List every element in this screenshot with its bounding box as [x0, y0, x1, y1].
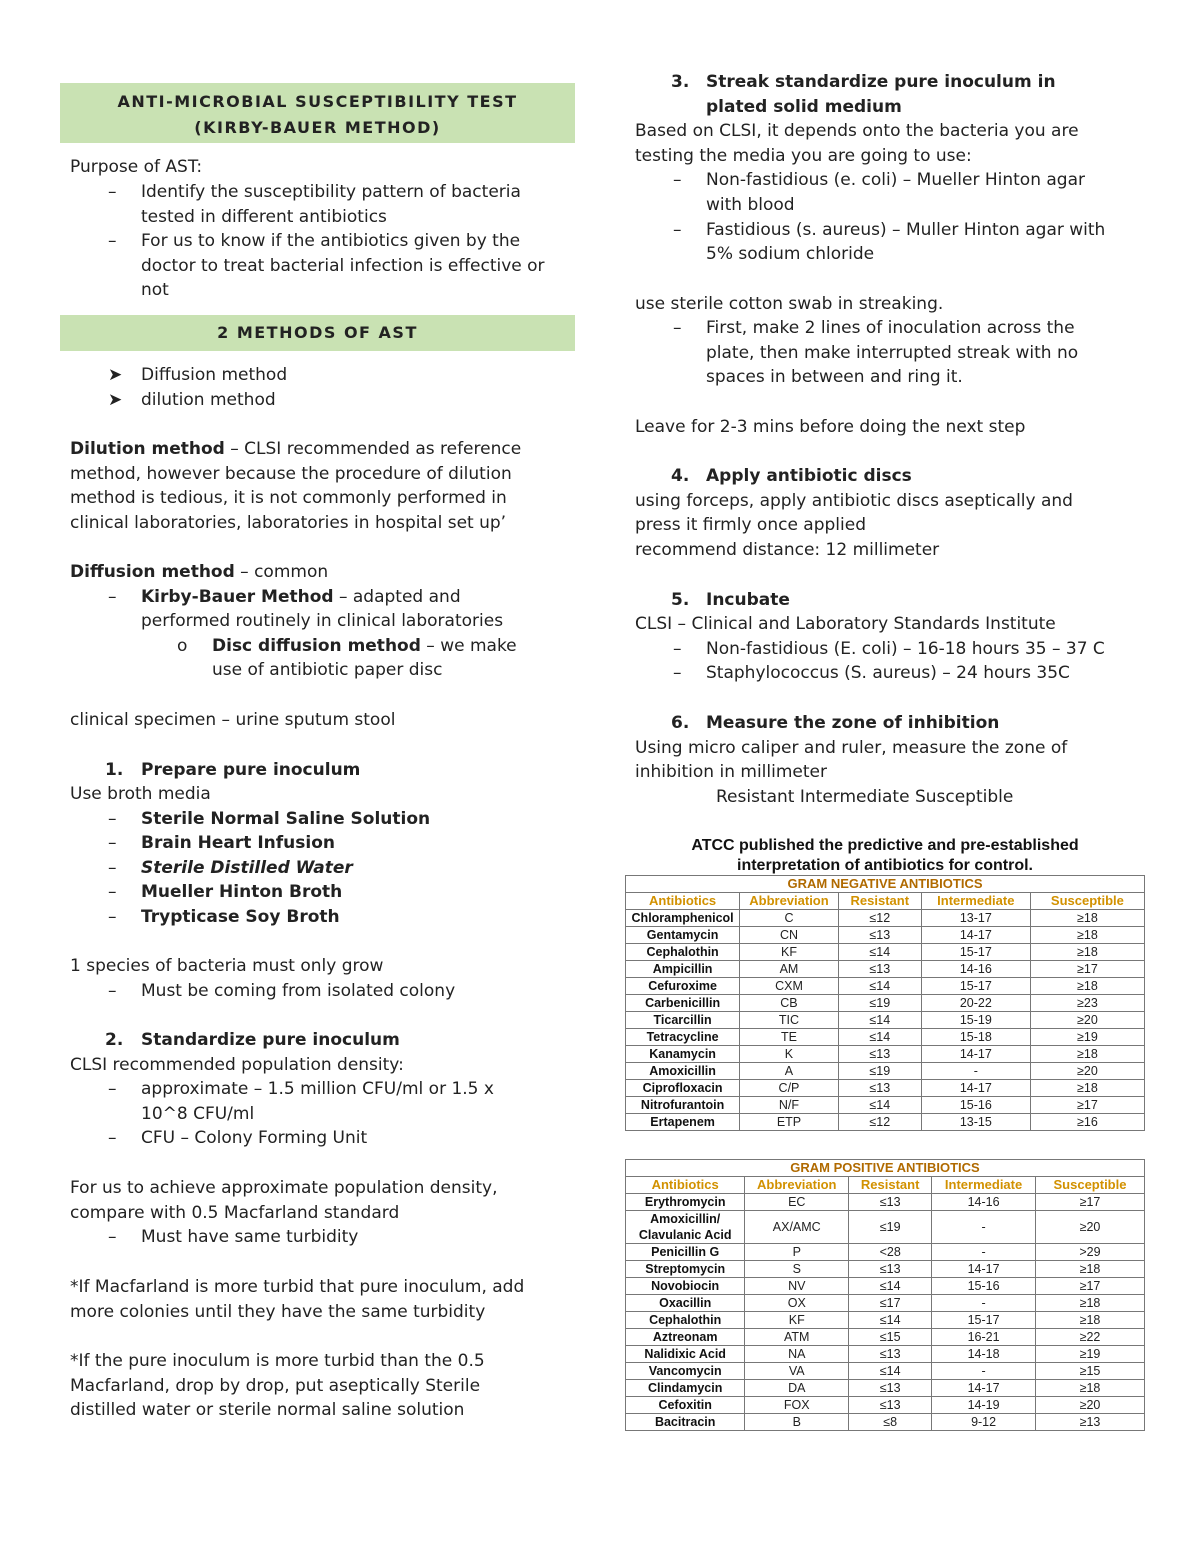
antibiotic-name: Ciprofloxacin — [626, 1080, 740, 1097]
step3-title: plated solid medium — [706, 96, 902, 117]
title-banner — [60, 83, 575, 143]
intermediate-value: 15-16 — [921, 1097, 1030, 1114]
resistant-value: ≤17 — [849, 1295, 932, 1312]
achieve-item: Must have same turbidity — [141, 1227, 359, 1248]
table-row — [626, 1097, 1145, 1114]
step3-item: with blood — [706, 195, 795, 215]
table-row — [626, 961, 1145, 978]
gram-positive-table — [625, 1159, 1145, 1431]
susceptible-value: ≥18 — [1030, 927, 1144, 944]
antibiotic-name: Carbenicillin — [626, 995, 740, 1012]
step3-line: testing the media you are going to use: — [635, 145, 972, 166]
intermediate-value: 14-17 — [921, 1080, 1030, 1097]
diffusion-paragraph — [70, 560, 328, 585]
table-row — [626, 1380, 1145, 1397]
table-row — [626, 910, 1145, 927]
note2-line: *If the pure inoculum is more turbid than the 0.5 — [70, 1351, 485, 1371]
methods-title: 2 METHODS OF AST — [217, 323, 418, 342]
dash-bullet: – — [108, 586, 117, 607]
intermediate-value: - — [932, 1295, 1036, 1312]
table-row — [626, 927, 1145, 944]
resistant-value: ≤13 — [838, 961, 921, 978]
susceptible-value: ≥18 — [1035, 1261, 1144, 1278]
disc-diffusion-item — [212, 634, 517, 659]
table-row — [626, 1363, 1145, 1380]
abbreviation: K — [740, 1046, 839, 1063]
atcc-title — [625, 836, 1145, 876]
dilution-term: Dilution method — [70, 439, 225, 459]
susceptible-value: ≥17 — [1030, 961, 1144, 978]
step4-title: Apply antibiotic discs — [706, 466, 912, 486]
zone-scale: Resistant Intermediate Susceptible — [716, 786, 1014, 807]
purpose-item: doctor to treat bacterial infection is effective or — [141, 255, 545, 276]
column-header: Abbreviation — [745, 1177, 849, 1194]
step4-number: 4. — [671, 466, 690, 486]
susceptible-value: ≥18 — [1030, 944, 1144, 961]
intermediate-value: 14-17 — [932, 1261, 1036, 1278]
intermediate-value: - — [932, 1211, 1036, 1244]
intermediate-value: 13-15 — [921, 1114, 1030, 1131]
dash-bullet: – — [673, 170, 682, 191]
susceptible-value: ≥18 — [1030, 1046, 1144, 1063]
disc-diffusion-term: Disc diffusion method — [212, 635, 421, 656]
resistant-value: ≤14 — [838, 944, 921, 961]
intermediate-value: - — [921, 1063, 1030, 1080]
dash-bullet: – — [108, 1079, 117, 1100]
antibiotic-name: Amoxicillin — [626, 1063, 740, 1080]
table-row — [626, 1278, 1145, 1295]
table-row — [626, 1414, 1145, 1431]
table-row — [626, 1329, 1145, 1346]
dash-bullet: – — [108, 1128, 117, 1149]
dilution-text: – CLSI recommended as reference — [224, 439, 522, 459]
susceptible-value: ≥17 — [1030, 1097, 1144, 1114]
column-header: Susceptible — [1030, 893, 1144, 910]
abbreviation: NA — [745, 1346, 849, 1363]
table-row — [626, 944, 1145, 961]
achieve-line: compare with 0.5 Macfarland standard — [70, 1202, 400, 1223]
abbreviation: ETP — [740, 1114, 839, 1131]
intermediate-value: 14-18 — [932, 1346, 1036, 1363]
intermediate-value: 15-17 — [932, 1312, 1036, 1329]
dilution-line: method, however because the procedure of dilution — [70, 463, 512, 484]
susceptible-value: ≥20 — [1035, 1211, 1144, 1244]
table-row — [626, 1114, 1145, 1131]
table-row — [626, 1261, 1145, 1278]
intermediate-value: 16-21 — [932, 1329, 1036, 1346]
step5-line: CLSI – Clinical and Laboratory Standards Institute — [635, 614, 1056, 634]
intermediate-value: 20-22 — [921, 995, 1030, 1012]
intermediate-value: 15-17 — [921, 978, 1030, 995]
column-header: Resistant — [849, 1177, 932, 1194]
column-header: Susceptible — [1035, 1177, 1144, 1194]
arrow-bullet-icon: ➤ — [108, 365, 123, 385]
step3-line: Based on CLSI, it depends onto the bacteria you are — [635, 121, 1079, 142]
dash-bullet: – — [673, 318, 682, 339]
table-row — [626, 1211, 1145, 1244]
antibiotic-name: Cefuroxime — [626, 978, 740, 995]
intermediate-value: - — [932, 1363, 1036, 1380]
leave-line: Leave for 2-3 mins before doing the next step — [635, 417, 1026, 437]
step1-number: 1. — [105, 759, 124, 780]
step2-sub: CLSI recommended population density: — [70, 1054, 404, 1075]
abbreviation: OX — [745, 1295, 849, 1312]
purpose-label: Purpose of AST: — [70, 157, 203, 177]
resistant-value: ≤14 — [849, 1278, 932, 1295]
step2-item: 10^8 CFU/ml — [141, 1103, 255, 1124]
broth-item: Trypticase Soy Broth — [141, 907, 340, 927]
abbreviation: NV — [745, 1278, 849, 1295]
dilution-line: clinical laboratories, laboratories in hospital set up’ — [70, 512, 507, 533]
gram-positive-body — [626, 1194, 1145, 1431]
dash-bullet: – — [673, 663, 682, 684]
resistant-value: ≤13 — [838, 1046, 921, 1063]
antibiotic-name: Kanamycin — [626, 1046, 740, 1063]
abbreviation: P — [745, 1244, 849, 1261]
antibiotic-name: Nitrofurantoin — [626, 1097, 740, 1114]
abbreviation: KF — [745, 1312, 849, 1329]
title-line-2: (KIRBY-BAUER METHOD) — [194, 118, 441, 137]
dash-bullet: – — [108, 231, 117, 252]
title-line-1: ANTI-MICROBIAL SUSCEPTIBILITY TEST — [117, 92, 518, 111]
arrow-bullet-icon: ➤ — [108, 389, 123, 410]
species-item: Must be coming from isolated colony — [141, 981, 456, 1001]
broth-item: Mueller Hinton Broth — [141, 882, 343, 903]
antibiotic-name: Aztreonam — [626, 1329, 745, 1346]
step2-item: approximate – 1.5 million CFU/ml or 1.5 x — [141, 1079, 494, 1100]
antibiotic-name: Erythromycin — [626, 1194, 745, 1211]
antibiotic-name: Ampicillin — [626, 961, 740, 978]
table-row — [626, 1194, 1145, 1211]
intermediate-value: 9-12 — [932, 1414, 1036, 1431]
abbreviation: TIC — [740, 1012, 839, 1029]
dilution-line: method is tedious, it is not commonly performed in — [70, 488, 507, 509]
susceptible-value: ≥18 — [1035, 1312, 1144, 1329]
abbreviation: A — [740, 1063, 839, 1080]
kirby-bauer-line: performed routinely in clinical laboratories — [141, 611, 504, 632]
achieve-line: For us to achieve approximate population density, — [70, 1178, 498, 1198]
broth-item: Brain Heart Infusion — [141, 833, 335, 854]
gram-negative-header-row — [626, 893, 1145, 910]
gram-negative-caption: GRAM NEGATIVE ANTIBIOTICS — [626, 876, 1145, 893]
susceptible-value: ≥19 — [1030, 1029, 1144, 1046]
susceptible-value: ≥18 — [1030, 910, 1144, 927]
diffusion-term: Diffusion method — [70, 562, 235, 582]
note1-line: *If Macfarland is more turbid that pure inoculum, add — [70, 1277, 525, 1297]
column-header: Abbreviation — [740, 893, 839, 910]
resistant-value: ≤12 — [838, 910, 921, 927]
susceptible-value: ≥16 — [1030, 1114, 1144, 1131]
susceptible-value: ≥15 — [1035, 1363, 1144, 1380]
methods-banner — [60, 315, 575, 351]
abbreviation: TE — [740, 1029, 839, 1046]
susceptible-value: ≥17 — [1035, 1194, 1144, 1211]
table-row — [626, 1046, 1145, 1063]
step3-item: 5% sodium chloride — [706, 244, 875, 265]
susceptible-value: ≥19 — [1035, 1346, 1144, 1363]
column-header: Antibiotics — [626, 1177, 745, 1194]
gram-positive-caption: GRAM POSITIVE ANTIBIOTICS — [626, 1160, 1145, 1177]
susceptible-value: ≥22 — [1035, 1329, 1144, 1346]
intermediate-value: - — [932, 1244, 1036, 1261]
susceptible-value: ≥18 — [1030, 1080, 1144, 1097]
purpose-item: For us to know if the antibiotics given by the — [141, 231, 521, 252]
disc-diffusion-line: use of antibiotic paper disc — [212, 660, 443, 681]
intermediate-value: 15-17 — [921, 944, 1030, 961]
table-row — [626, 1080, 1145, 1097]
intermediate-value: 15-18 — [921, 1029, 1030, 1046]
resistant-value: ≤14 — [838, 1029, 921, 1046]
susceptible-value: ≥18 — [1035, 1380, 1144, 1397]
dash-bullet: – — [108, 808, 117, 829]
dilution-paragraph — [70, 437, 521, 462]
intermediate-value: 13-17 — [921, 910, 1030, 927]
intermediate-value: 14-16 — [921, 961, 1030, 978]
table-row — [626, 1029, 1145, 1046]
step4-line: recommend distance: 12 millimeter — [635, 539, 940, 560]
method-item: dilution method — [141, 389, 276, 410]
dash-bullet: – — [673, 219, 682, 240]
swab-item: spaces in between and ring it. — [706, 367, 963, 388]
abbreviation: B — [745, 1414, 849, 1431]
table-row — [626, 1295, 1145, 1312]
susceptible-value: >29 — [1035, 1244, 1144, 1261]
antibiotic-name: Cephalothin — [626, 944, 740, 961]
gram-negative-body — [626, 910, 1145, 1131]
purpose-item: Identify the susceptibility pattern of bacteria — [141, 182, 521, 202]
resistant-value: ≤14 — [849, 1312, 932, 1329]
susceptible-value: ≥20 — [1035, 1397, 1144, 1414]
antibiotic-name: Bacitracin — [626, 1414, 745, 1431]
susceptible-value: ≥20 — [1030, 1012, 1144, 1029]
column-header: Intermediate — [921, 893, 1030, 910]
abbreviation: CB — [740, 995, 839, 1012]
column-header: Intermediate — [932, 1177, 1036, 1194]
abbreviation: C/P — [740, 1080, 839, 1097]
broth-item: Sterile Normal Saline Solution — [141, 808, 431, 829]
intermediate-value: 14-19 — [932, 1397, 1036, 1414]
susceptible-value: ≥13 — [1035, 1414, 1144, 1431]
abbreviation: KF — [740, 944, 839, 961]
note2-line: Macfarland, drop by drop, put aseptically Sterile — [70, 1375, 481, 1396]
dash-bullet: – — [108, 882, 117, 903]
table-row — [626, 1346, 1145, 1363]
dash-bullet: – — [108, 182, 117, 202]
step2-number: 2. — [105, 1030, 124, 1050]
kirby-bauer-item — [141, 585, 461, 610]
step6-title: Measure the zone of inhibition — [706, 713, 1000, 733]
intermediate-value: 14-17 — [921, 1046, 1030, 1063]
antibiotic-name: Oxacillin — [626, 1295, 745, 1312]
intermediate-value: 14-17 — [921, 927, 1030, 944]
gram-positive-header-row — [626, 1177, 1145, 1194]
resistant-value: ≤13 — [849, 1346, 932, 1363]
step2-item: CFU – Colony Forming Unit — [141, 1128, 368, 1149]
table-row — [626, 995, 1145, 1012]
intermediate-value: 14-17 — [932, 1380, 1036, 1397]
resistant-value: ≤19 — [849, 1211, 932, 1244]
susceptible-value: ≥18 — [1035, 1295, 1144, 1312]
step6-line: inhibition in millimeter — [635, 762, 827, 783]
antibiotic-name: Streptomycin — [626, 1261, 745, 1278]
step4-line: press it firmly once applied — [635, 515, 867, 536]
resistant-value: ≤13 — [838, 927, 921, 944]
step5-item: Non-fastidious (E. coli) – 16-18 hours 35 – 37 C — [706, 638, 1105, 659]
table-row — [626, 1063, 1145, 1080]
dash-bullet: – — [108, 907, 117, 927]
specimen-line: clinical specimen – urine sputum stool — [70, 710, 396, 730]
step6-line: Using micro caliper and ruler, measure the zone of — [635, 737, 1068, 758]
dash-bullet: – — [108, 981, 117, 1001]
table-row — [626, 1012, 1145, 1029]
method-item: Diffusion method — [141, 365, 288, 385]
antibiotic-name: Chloramphenicol — [626, 910, 740, 927]
antibiotic-name: Gentamycin — [626, 927, 740, 944]
step2-title: Standardize pure inoculum — [141, 1030, 400, 1050]
susceptible-value: ≥18 — [1030, 978, 1144, 995]
dash-bullet: – — [108, 1227, 117, 1248]
gram-negative-table — [625, 875, 1145, 1131]
susceptible-value: ≥23 — [1030, 995, 1144, 1012]
abbreviation: AM — [740, 961, 839, 978]
resistant-value: ≤13 — [849, 1380, 932, 1397]
antibiotic-name: Novobiocin — [626, 1278, 745, 1295]
resistant-value: ≤14 — [838, 978, 921, 995]
step5-number: 5. — [671, 589, 690, 610]
step1-sub: Use broth media — [70, 784, 211, 804]
abbreviation: CN — [740, 927, 839, 944]
swab-line: use sterile cotton swab in streaking. — [635, 293, 944, 314]
abbreviation: AX/AMC — [745, 1211, 849, 1244]
step5-item: Staphylococcus (S. aureus) – 24 hours 35C — [706, 663, 1070, 684]
intermediate-value: 15-16 — [932, 1278, 1036, 1295]
diffusion-text: – common — [234, 562, 329, 582]
antibiotic-name: Amoxicillin/ Clavulanic Acid — [626, 1211, 745, 1244]
antibiotic-name: Ertapenem — [626, 1114, 740, 1131]
antibiotic-name: Clindamycin — [626, 1380, 745, 1397]
species-line: 1 species of bacteria must only grow — [70, 956, 384, 976]
step6-number: 6. — [671, 713, 690, 733]
antibiotic-name: Cephalothin — [626, 1312, 745, 1329]
antibiotic-name: Ticarcillin — [626, 1012, 740, 1029]
resistant-value: ≤14 — [849, 1363, 932, 1380]
resistant-value: ≤14 — [838, 1097, 921, 1114]
dash-bullet: – — [108, 833, 117, 854]
table-row — [626, 978, 1145, 995]
step3-item: Non-fastidious (e. coli) – Mueller Hinton agar — [706, 170, 1085, 191]
step3-title: Streak standardize pure inoculum in — [706, 72, 1056, 92]
abbreviation: C — [740, 910, 839, 927]
atcc-title-line: ATCC published the predictive and pre-established — [691, 837, 1079, 854]
column-header: Antibiotics — [626, 893, 740, 910]
table-row — [626, 1244, 1145, 1261]
susceptible-value: ≥20 — [1030, 1063, 1144, 1080]
swab-item: First, make 2 lines of inoculation across the — [706, 318, 1075, 339]
step4-line: using forceps, apply antibiotic discs aseptically and — [635, 490, 1073, 511]
note2-line: distilled water or sterile normal saline solution — [70, 1400, 465, 1421]
abbreviation: VA — [745, 1363, 849, 1380]
abbreviation: S — [745, 1261, 849, 1278]
step5-title: Incubate — [706, 589, 790, 610]
antibiotic-name: Vancomycin — [626, 1363, 745, 1380]
resistant-value: ≤13 — [849, 1261, 932, 1278]
abbreviation: DA — [745, 1380, 849, 1397]
resistant-value: ≤14 — [838, 1012, 921, 1029]
note1-line: more colonies until they have the same turbidity — [70, 1301, 486, 1322]
resistant-value: ≤13 — [838, 1080, 921, 1097]
antibiotic-name: Cefoxitin — [626, 1397, 745, 1414]
resistant-value: ≤13 — [849, 1397, 932, 1414]
abbreviation: N/F — [740, 1097, 839, 1114]
antibiotic-name: Nalidixic Acid — [626, 1346, 745, 1363]
resistant-value: <28 — [849, 1244, 932, 1261]
purpose-item: not — [141, 280, 169, 301]
resistant-value: ≤19 — [838, 995, 921, 1012]
antibiotic-name: Tetracycline — [626, 1029, 740, 1046]
intermediate-value: 14-16 — [932, 1194, 1036, 1211]
dash-bullet: – — [673, 638, 682, 659]
kirby-bauer-term: Kirby-Bauer Method — [141, 586, 334, 607]
table-row — [626, 1397, 1145, 1414]
disc-diffusion-text: – we make — [420, 635, 517, 656]
column-header: Resistant — [838, 893, 921, 910]
abbreviation: ATM — [745, 1329, 849, 1346]
step3-number: 3. — [671, 72, 690, 92]
kirby-bauer-text: – adapted and — [333, 586, 461, 607]
swab-item: plate, then make interrupted streak with no — [706, 342, 1079, 363]
abbreviation: FOX — [745, 1397, 849, 1414]
step1-title: Prepare pure inoculum — [141, 759, 361, 780]
abbreviation: CXM — [740, 978, 839, 995]
broth-item: Sterile Distilled Water — [141, 857, 353, 878]
resistant-value: ≤8 — [849, 1414, 932, 1431]
resistant-value: ≤13 — [849, 1194, 932, 1211]
resistant-value: ≤19 — [838, 1063, 921, 1080]
step3-item: Fastidious (s. aureus) – Muller Hinton agar with — [706, 219, 1106, 240]
intermediate-value: 15-19 — [921, 1012, 1030, 1029]
resistant-value: ≤12 — [838, 1114, 921, 1131]
atcc-title-line: interpretation of antibiotics for control. — [737, 857, 1033, 874]
circle-bullet: o — [177, 635, 188, 656]
table-row — [626, 1312, 1145, 1329]
abbreviation: EC — [745, 1194, 849, 1211]
resistant-value: ≤15 — [849, 1329, 932, 1346]
susceptible-value: ≥17 — [1035, 1278, 1144, 1295]
purpose-item: tested in different antibiotics — [141, 206, 387, 227]
antibiotic-name: Penicillin G — [626, 1244, 745, 1261]
dash-bullet: – — [108, 857, 117, 878]
